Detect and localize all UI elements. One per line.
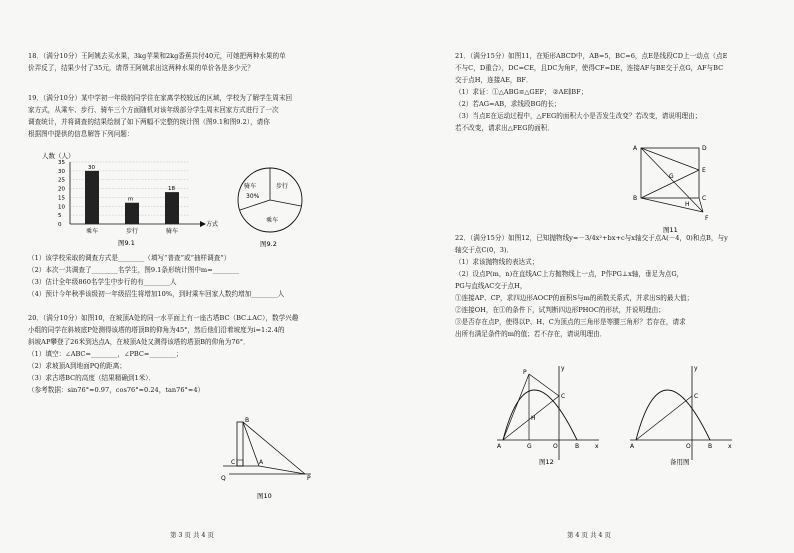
backup-figure-caption: 备用图 [670, 458, 690, 466]
fig11-label-c: C [702, 195, 707, 202]
q18-line-1: 18．（满分10分）王阿姨去买水果，3kg苹果和2kg香蕉共付40元，可她把两种水果的单 [28, 52, 286, 60]
figure-12 [489, 360, 609, 470]
right-angle-mark [237, 460, 243, 466]
page-4-footer: 第 4 页 共 4 页 [567, 531, 611, 539]
backup-parabola [636, 390, 710, 440]
fig12-label-y: y [561, 365, 565, 372]
fig12-label-c: C [561, 393, 566, 400]
slope-line [259, 466, 305, 474]
q21-line-3: 交于点H，连接AE，BF． [455, 76, 533, 84]
y-tick-label: 20 [58, 186, 65, 193]
backup-label-b: B [708, 443, 713, 450]
bar-1 [125, 203, 139, 224]
q20-line-3: 斜坡AP攀登了26米到达点A，在坡顶A处又测得该塔的塔顶B的仰角为76°． [28, 338, 250, 346]
label-b: B [245, 417, 250, 424]
y-tick-label: 30 [58, 168, 65, 175]
question-19 [28, 92, 388, 140]
fig12-label-b: B [575, 443, 580, 450]
bar-value-label: m [128, 196, 134, 203]
q20-line-6: （2）求坡顶A到地面PQ的距离； [28, 362, 126, 370]
figure-12-caption: 图12 [539, 458, 554, 466]
q19-line-1: 19．（满分10分）某中学初一年级的同学住在家离学校较远的区域，学校为了解学生周末回 [28, 94, 293, 102]
y-tick-label: 10 [58, 204, 65, 211]
fig11-label-f: F [705, 215, 709, 222]
pie-label-bus: 乘车 [266, 217, 279, 224]
q20-line-2: 小组的同学在斜坡底P处测得该塔的塔顶B的仰角为45°，然后他们沿着坡度为i=1:2.4的 [28, 326, 285, 334]
chart-caption: 图9.1 [118, 239, 135, 247]
label-p: P [307, 475, 311, 482]
bar-chart-9-1 [40, 148, 220, 248]
y-tick-label: 15 [58, 195, 65, 202]
q19-sub-2: （2）本次一共调查了________名学生，图9.1条形统计图中m=________ [28, 266, 240, 274]
pie-label-bike: 骑车 [244, 183, 257, 190]
backup-figure [622, 360, 742, 470]
backup-label-o: O [686, 443, 691, 450]
pie-label-percent: 30% [246, 193, 260, 200]
chart-bars [85, 165, 179, 235]
page-3-footer: 第 3 页 共 4 页 [170, 531, 214, 539]
chart-ylabel: 人数（人） [42, 152, 75, 160]
pie-caption: 图9.2 [260, 240, 277, 248]
backup-label-x: x [728, 443, 732, 450]
bar-2 [165, 192, 179, 224]
fig11-label-a: A [633, 145, 638, 152]
line-bf [641, 198, 703, 212]
q22-line-3: （1）求该抛物线的表达式； [455, 258, 539, 266]
chart-xlabel: 方式 [206, 221, 219, 228]
q20-line-7: （3）求古塔BC的高度（结果精确到1米）． [28, 374, 156, 382]
label-c: C [231, 459, 236, 466]
pie-label-walk: 步行 [276, 183, 289, 190]
question-22 [455, 232, 785, 340]
fig12-label-g: G [527, 443, 532, 450]
fig12-label-p: P [523, 369, 527, 376]
q18-line-2: 价弄反了，结果少付了35元，请帮王阿姨求出这两种水果的单价各是多少元？ [28, 64, 254, 72]
q21-line-2: 不与C，D重合），DC=CE，且DC为角F，使得CF=DE，连接AF与BE交于点G，AF与BC [455, 64, 724, 72]
y-tick-label: 5 [58, 213, 62, 220]
bar-value-label: 30 [88, 164, 95, 171]
bar-value-label: 18 [168, 186, 175, 193]
figure-11 [629, 140, 725, 236]
q21-line-1: 21．（满分15分）如图11，在矩形ABCD中，AB=5，BC=6，点E是线段CD上一动点（点E [455, 52, 728, 60]
y-tick-label: 25 [58, 177, 65, 184]
fig11-label-b: B [633, 195, 638, 202]
pie-chart-9-2 [230, 162, 310, 252]
tower-shape [237, 422, 243, 466]
q22-line-6: ①连接AP、CP，求四边形AOCP的面积S与m的函数关系式，并求出S的最大值； [455, 294, 694, 302]
label-a: A [259, 459, 264, 466]
figure-10 [215, 412, 325, 512]
bar-0 [85, 171, 99, 224]
q19-sub-1: （1）该学校采取的调查方式是________（填写“普查”或“抽样调查”） [28, 254, 231, 262]
backup-label-a: A [630, 443, 635, 450]
fig12-label-h: H [531, 415, 536, 422]
q21-line-7: 若不改变，请求出△FEG的面积． [455, 124, 554, 132]
right-page [397, 0, 794, 553]
pie-divider-2 [270, 200, 301, 206]
q20-line-5: （1）填空：∠ABC=________，∠PBC=________； [28, 350, 183, 358]
fig12-parabola [503, 390, 577, 440]
q19-line-3: 调查统计，并将调查的结果绘制了如下两幅不完整的统计图（图9.1和图9.2），请你 [28, 118, 270, 126]
q21-line-5: （2）若AG=AB，求线段BG的长； [455, 100, 561, 108]
question-18 [28, 50, 388, 74]
question-19-subs [28, 252, 388, 300]
fig12-label-o: O [553, 443, 558, 450]
question-21 [455, 50, 785, 134]
fig11-label-h: H [685, 201, 690, 208]
q19-sub-4: （4）预计今年秋季该级初一年级招生将增加10%，到时乘车回家人数约增加________人 [28, 290, 285, 298]
q22-line-7: ②连接OH，在①的条件下，试判断四边形PHOC的形状，并说明理由； [455, 306, 665, 314]
label-q: Q [221, 475, 226, 482]
q22-line-5: PG与直线AC交于点H， [455, 282, 527, 290]
category-label: 乘车 [86, 228, 99, 235]
q22-line-4: （2）设点P(m，n)在直线AC上方抛物线上一点，P作PG⊥x轴，垂足为点G， [455, 270, 684, 278]
backup-label-c: C [694, 393, 699, 400]
figure-11-caption: 图11 [663, 226, 678, 234]
fig11-label-e: E [702, 167, 706, 174]
line-ae [641, 148, 699, 170]
y-tick-label: 0 [58, 222, 62, 228]
fig12-label-a: A [497, 443, 502, 450]
question-20 [28, 312, 388, 396]
y-tick-label: 35 [58, 160, 65, 166]
q22-line-9: 出所有满足条件的m的值；若不存在，请说明理由． [455, 330, 607, 338]
q19-sub-3: （3）估计全年级860名学生中步行的有________人 [28, 278, 177, 286]
backup-line-ac [636, 396, 692, 440]
q21-line-6: （3）当点E在运动过程中，△FEG的面积大小是否发生改变？若改变，请说明理由； [455, 112, 702, 120]
q21-line-4: （1）求证：①△ABG≌△GEF； ②AE∥BF； [455, 88, 588, 96]
figure-10-caption: 图10 [257, 492, 272, 500]
q20-line-8: （参考数据：sin76°≈0.97，cos76°≈0.24，tan76°≈4） [28, 386, 205, 394]
line-af [641, 148, 703, 212]
fig12-label-x: x [595, 443, 599, 450]
q19-line-2: 家方式，从乘车、步行、骑车三个方面随机对该年级部分学生周末回家方式进行了一次 [28, 106, 279, 114]
fig11-label-g: G [669, 173, 674, 180]
category-label: 步行 [126, 228, 139, 235]
q19-line-4: 根据图中提供的信息解答下列问题： [28, 130, 134, 138]
fig11-label-d: D [702, 145, 707, 152]
q20-line-1: 20．（满分10分）如图10，在坡顶A处的同一水平面上有一座古塔BC（BC⊥AC），数学兴趣 [28, 314, 299, 322]
backup-label-y: y [694, 365, 698, 372]
q22-line-8: ③是否存在点P，使得以P、H、C为顶点的三角形是等腰三角形？若存在，请求 [455, 318, 686, 326]
category-label: 骑车 [166, 228, 179, 235]
pie-divider-3 [240, 200, 270, 210]
q22-line-1: 22．（满分15分）如图12，已知抛物线y=－3/4x²+bx+c与x轴交于点A(－4，0)和点B，与y [455, 234, 728, 242]
q22-line-2: 轴交于点C(0，3)． [455, 246, 514, 254]
